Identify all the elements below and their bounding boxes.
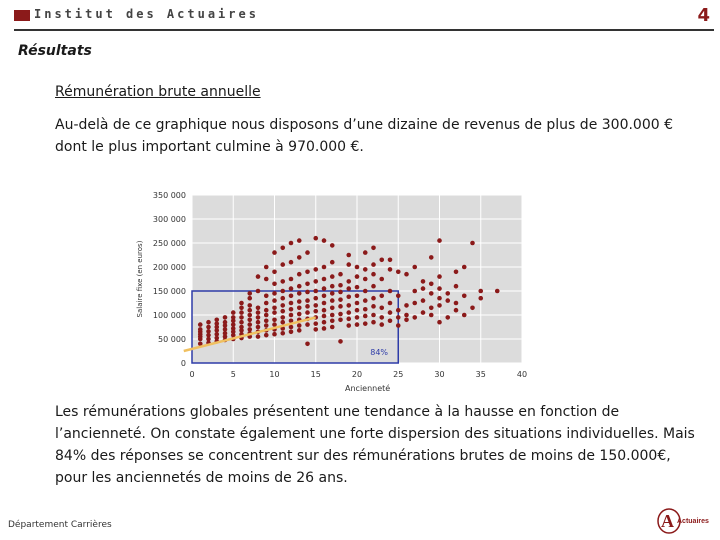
- y-tick-label: 0: [180, 359, 186, 368]
- data-point: [388, 301, 393, 306]
- data-point: [239, 306, 244, 311]
- data-point: [264, 265, 269, 270]
- data-point: [322, 286, 327, 291]
- data-point: [223, 315, 228, 320]
- data-point: [412, 289, 417, 294]
- data-point: [313, 279, 318, 284]
- data-point: [322, 301, 327, 306]
- data-point: [346, 310, 351, 315]
- brand-name: Institut des Actuaires: [34, 7, 259, 21]
- data-point: [289, 307, 294, 312]
- data-point: [256, 306, 261, 311]
- data-point: [305, 282, 310, 287]
- data-point: [313, 296, 318, 301]
- data-point: [313, 303, 318, 308]
- data-point: [429, 291, 434, 296]
- data-point: [396, 323, 401, 328]
- data-point: [256, 320, 261, 325]
- data-point: [264, 294, 269, 299]
- data-point: [437, 238, 442, 243]
- data-point: [462, 294, 467, 299]
- data-point: [206, 329, 211, 334]
- data-point: [214, 318, 219, 323]
- data-point: [256, 315, 261, 320]
- data-point: [313, 321, 318, 326]
- data-point: [280, 309, 285, 314]
- data-point: [305, 298, 310, 303]
- data-point: [412, 301, 417, 306]
- data-point: [322, 320, 327, 325]
- data-point: [239, 301, 244, 306]
- data-point: [264, 313, 269, 318]
- data-point: [256, 334, 261, 339]
- x-tick-label: 30: [434, 370, 445, 379]
- data-point: [355, 315, 360, 320]
- data-point: [346, 279, 351, 284]
- data-point: [396, 315, 401, 320]
- section-title: Résultats: [18, 43, 92, 59]
- data-point: [247, 327, 252, 332]
- data-point: [355, 301, 360, 306]
- data-point: [355, 294, 360, 299]
- header-divider: [14, 29, 714, 31]
- data-point: [437, 296, 442, 301]
- data-point: [198, 322, 203, 327]
- data-point: [355, 274, 360, 279]
- data-point: [379, 315, 384, 320]
- data-point: [239, 310, 244, 315]
- data-point: [289, 294, 294, 299]
- data-point: [388, 310, 393, 315]
- data-point: [297, 323, 302, 328]
- y-axis-label: Salaire fixe (en euros): [136, 240, 144, 318]
- x-tick-label: 5: [230, 370, 236, 379]
- brand-logo-mark: [14, 10, 30, 21]
- data-point: [421, 279, 426, 284]
- data-point: [388, 318, 393, 323]
- data-point: [289, 330, 294, 335]
- x-tick-label: 15: [310, 370, 321, 379]
- x-tick-label: 25: [393, 370, 404, 379]
- data-point: [322, 314, 327, 319]
- data-point: [437, 286, 442, 291]
- data-point: [280, 246, 285, 251]
- data-point: [330, 298, 335, 303]
- data-point: [289, 313, 294, 318]
- svg-text:A: A: [661, 511, 674, 531]
- data-point: [264, 323, 269, 328]
- data-point: [478, 296, 483, 301]
- data-point: [297, 291, 302, 296]
- data-point: [289, 286, 294, 291]
- data-point: [247, 296, 252, 301]
- data-point: [289, 241, 294, 246]
- data-point: [206, 320, 211, 325]
- data-point: [346, 323, 351, 328]
- data-point: [256, 289, 261, 294]
- data-point: [412, 265, 417, 270]
- data-point: [429, 313, 434, 318]
- y-tick-label: 150 000: [152, 287, 186, 296]
- header: [0, 0, 720, 32]
- data-point: [346, 286, 351, 291]
- data-point: [396, 294, 401, 299]
- data-point: [346, 253, 351, 258]
- data-point: [478, 289, 483, 294]
- data-point: [247, 291, 252, 296]
- data-point: [289, 260, 294, 265]
- data-point: [272, 318, 277, 323]
- data-point: [206, 325, 211, 330]
- data-point: [313, 327, 318, 332]
- data-point: [404, 272, 409, 277]
- data-point: [462, 313, 467, 318]
- data-point: [322, 238, 327, 243]
- data-point: [379, 294, 384, 299]
- data-point: [297, 299, 302, 304]
- data-point: [297, 255, 302, 260]
- data-point: [313, 289, 318, 294]
- x-tick-label: 0: [189, 370, 195, 379]
- data-point: [371, 320, 376, 325]
- data-point: [495, 289, 500, 294]
- data-point: [454, 301, 459, 306]
- data-point: [379, 322, 384, 327]
- data-point: [330, 325, 335, 330]
- data-point: [363, 314, 368, 319]
- data-point: [313, 309, 318, 314]
- data-point: [421, 310, 426, 315]
- data-point: [363, 277, 368, 282]
- data-point: [338, 339, 343, 344]
- data-point: [297, 306, 302, 311]
- data-point: [297, 312, 302, 317]
- data-point: [272, 310, 277, 315]
- data-point: [247, 313, 252, 318]
- data-point: [330, 318, 335, 323]
- data-point: [313, 267, 318, 272]
- data-point: [231, 315, 236, 320]
- data-point: [264, 301, 269, 306]
- data-point: [421, 298, 426, 303]
- data-point: [338, 312, 343, 317]
- data-point: [280, 315, 285, 320]
- data-point: [346, 317, 351, 322]
- data-point: [429, 255, 434, 260]
- data-point: [437, 320, 442, 325]
- footer-department: Département Carrières: [8, 520, 112, 530]
- data-point: [330, 243, 335, 248]
- data-point: [338, 290, 343, 295]
- data-point: [239, 315, 244, 320]
- data-point: [338, 283, 343, 288]
- data-point: [280, 320, 285, 325]
- data-point: [297, 284, 302, 289]
- data-point: [404, 313, 409, 318]
- data-point: [239, 320, 244, 325]
- data-point: [445, 315, 450, 320]
- svg-text:Actuaires: Actuaires: [677, 518, 709, 525]
- data-point: [371, 246, 376, 251]
- data-point: [264, 277, 269, 282]
- data-point: [231, 310, 236, 315]
- data-point: [363, 267, 368, 272]
- data-point: [462, 265, 467, 270]
- data-point: [313, 236, 318, 241]
- data-point: [256, 325, 261, 330]
- data-point: [247, 303, 252, 308]
- y-tick-label: 350 000: [152, 191, 186, 200]
- data-point: [371, 313, 376, 318]
- data-point: [355, 285, 360, 290]
- data-point: [272, 250, 277, 255]
- data-point: [363, 289, 368, 294]
- data-point: [363, 321, 368, 326]
- data-point: [371, 284, 376, 289]
- data-point: [305, 290, 310, 295]
- data-point: [280, 296, 285, 301]
- data-point: [322, 277, 327, 282]
- data-point: [272, 282, 277, 287]
- data-point: [264, 308, 269, 313]
- data-point: [371, 272, 376, 277]
- data-point: [289, 301, 294, 306]
- data-point: [454, 270, 459, 275]
- data-point: [470, 306, 475, 311]
- actuaires-logo: [655, 506, 715, 536]
- data-point: [280, 303, 285, 308]
- data-point: [297, 238, 302, 243]
- data-point: [355, 265, 360, 270]
- y-tick-label: 200 000: [152, 263, 186, 272]
- data-point: [256, 274, 261, 279]
- data-point: [198, 327, 203, 332]
- data-point: [412, 315, 417, 320]
- data-point: [445, 298, 450, 303]
- y-tick-label: 300 000: [152, 215, 186, 224]
- data-point: [322, 308, 327, 313]
- data-point: [346, 262, 351, 267]
- data-point: [272, 291, 277, 296]
- page-number: 4: [697, 5, 710, 26]
- data-point: [379, 258, 384, 263]
- x-axis-label: Ancienneté: [345, 384, 391, 393]
- slide-subtitle: Rémunération brute annuelle: [55, 84, 261, 100]
- data-point: [305, 322, 310, 327]
- salary-scatter-chart: [130, 185, 530, 395]
- data-point: [338, 297, 343, 302]
- data-point: [297, 328, 302, 333]
- data-point: [371, 296, 376, 301]
- data-point: [388, 258, 393, 263]
- data-point: [330, 260, 335, 265]
- data-point: [388, 267, 393, 272]
- data-point: [379, 277, 384, 282]
- data-point: [272, 306, 277, 311]
- data-point: [388, 289, 393, 294]
- data-point: [437, 303, 442, 308]
- data-point: [305, 310, 310, 315]
- data-point: [454, 284, 459, 289]
- data-point: [247, 318, 252, 323]
- data-point: [355, 308, 360, 313]
- data-point: [330, 306, 335, 311]
- analysis-paragraph: Les rémunérations globales présentent une tendance à la hausse en fonction de l’ancienneté. On constate également une forte dispersion des situations individuelles. Mais 84% des réponses se concentrent sur des rémunérations brutes de moins de 150.000€, pour les anciennetés de moins de 26 ans.: [55, 404, 695, 486]
- data-point: [264, 318, 269, 323]
- data-point: [421, 286, 426, 291]
- data-point: [330, 284, 335, 289]
- data-point: [305, 250, 310, 255]
- data-point: [330, 313, 335, 318]
- data-point: [404, 303, 409, 308]
- data-point: [429, 306, 434, 311]
- data-point: [445, 291, 450, 296]
- data-point: [454, 308, 459, 313]
- data-point: [363, 298, 368, 303]
- data-point: [338, 318, 343, 323]
- data-point: [371, 304, 376, 309]
- x-tick-label: 10: [269, 370, 280, 379]
- y-tick-label: 100 000: [152, 311, 186, 320]
- intro-text: Au-delà de ce graphique nous disposons d’une dizaine de revenus de plus de 300.000 € dont le plus important culmine à 970.000 €.: [55, 117, 674, 155]
- data-point: [355, 322, 360, 327]
- data-point: [272, 332, 277, 337]
- data-point: [346, 303, 351, 308]
- data-point: [371, 262, 376, 267]
- data-point: [305, 270, 310, 275]
- data-point: [280, 262, 285, 267]
- data-point: [322, 294, 327, 299]
- data-point: [470, 241, 475, 246]
- data-point: [363, 307, 368, 312]
- data-point: [396, 308, 401, 313]
- data-point: [272, 270, 277, 275]
- data-point: [223, 320, 228, 325]
- y-tick-label: 50 000: [158, 335, 186, 344]
- data-point: [322, 265, 327, 270]
- data-point: [297, 272, 302, 277]
- data-point: [338, 272, 343, 277]
- data-point: [396, 270, 401, 275]
- data-point: [330, 274, 335, 279]
- data-point: [289, 277, 294, 282]
- data-point: [322, 326, 327, 331]
- x-tick-label: 35: [475, 370, 486, 379]
- x-tick-label: 20: [351, 370, 363, 379]
- y-tick-label: 250 000: [152, 239, 186, 248]
- data-point: [330, 291, 335, 296]
- data-point: [239, 325, 244, 330]
- data-point: [338, 304, 343, 309]
- data-point: [272, 298, 277, 303]
- data-point: [363, 250, 368, 255]
- x-tick-label: 40: [516, 370, 528, 379]
- data-point: [264, 333, 269, 338]
- data-point: [280, 331, 285, 336]
- concentration-label: 84%: [370, 348, 389, 357]
- data-point: [346, 294, 351, 299]
- data-point: [404, 318, 409, 323]
- data-point: [256, 310, 261, 315]
- data-point: [247, 308, 252, 313]
- data-point: [280, 289, 285, 294]
- data-point: [305, 342, 310, 347]
- data-point: [305, 304, 310, 309]
- data-point: [429, 282, 434, 287]
- data-point: [379, 306, 384, 311]
- data-point: [247, 322, 252, 327]
- data-point: [437, 274, 442, 279]
- data-point: [280, 279, 285, 284]
